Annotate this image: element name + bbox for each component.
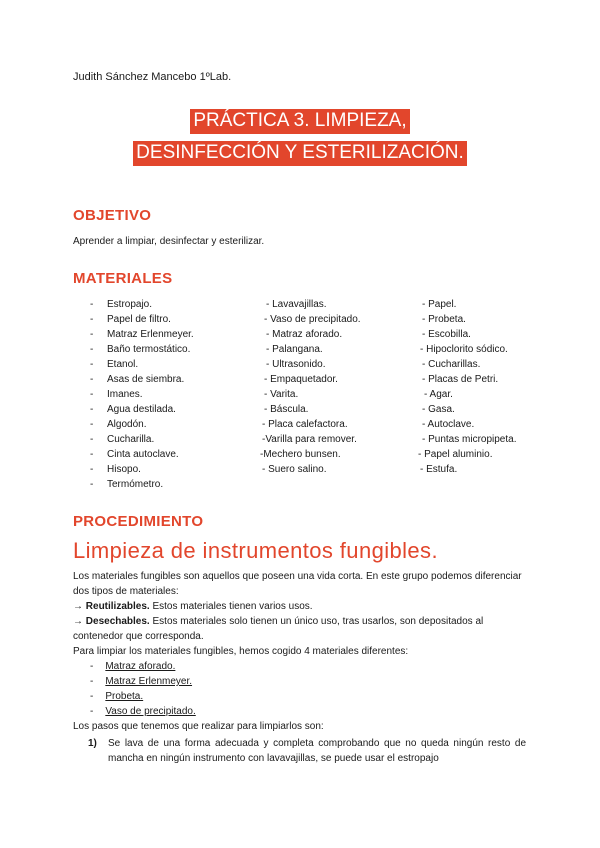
list-dash: - (90, 676, 94, 687)
steps-intro-paragraph: Los pasos que tenemos que realizar para limpiarlos son: (73, 721, 324, 732)
material-item: Estropajo. (107, 299, 153, 310)
material-dash: - (90, 434, 94, 445)
material-dash: - (90, 344, 94, 355)
material-item: - Palangana. (266, 344, 323, 355)
material-item: - Estufa. (420, 464, 458, 475)
desechables-text: Estos materiales solo tienen un único uso, tras usarlos, son depositados al contenedor que corresponda. (73, 616, 484, 642)
material-item: Asas de siembra. (107, 374, 185, 385)
desechables-paragraph (73, 614, 528, 644)
material-dash: - (90, 419, 94, 430)
materials-row (90, 477, 530, 492)
list-dash: - (90, 706, 94, 717)
arrow-glyph: → (73, 601, 86, 612)
arrow-glyph: → (73, 616, 86, 627)
procedimiento-heading: PROCEDIMIENTO (73, 513, 204, 530)
reutilizables-text: Estos materiales tienen varios usos. (149, 601, 313, 612)
material-item: - Papel aluminio. (418, 449, 493, 460)
list-item (90, 674, 196, 689)
material-item: - Probeta. (422, 314, 466, 325)
list-dash: - (90, 661, 94, 672)
materials-row (90, 432, 530, 447)
material-item: - Ultrasonido. (266, 359, 326, 370)
material-dash: - (90, 359, 94, 370)
material-item: - Placa calefactora. (262, 419, 348, 430)
material-item: Agua destilada. (107, 404, 176, 415)
material-dash: - (90, 299, 94, 310)
materials-row (90, 327, 530, 342)
material-item: - Escobilla. (422, 329, 471, 340)
objetivo-text: Aprender a limpiar, desinfectar y esterilizar. (73, 236, 265, 247)
list-item-text: Vaso de precipitado. (105, 706, 196, 717)
material-item: -Varilla para remover. (262, 434, 357, 445)
list-item (90, 704, 196, 719)
material-item: - Vaso de precipitado. (264, 314, 361, 325)
material-dash: - (90, 449, 94, 460)
material-item: - Papel. (422, 299, 457, 310)
material-dash: - (90, 314, 94, 325)
material-item: Algodón. (107, 419, 147, 430)
material-dash: - (90, 329, 94, 340)
material-item: - Cucharillas. (422, 359, 481, 370)
list-item-text: Matraz aforado. (105, 661, 176, 672)
reutilizables-label: Reutilizables. (85, 601, 150, 612)
desechables-label: Desechables. (85, 616, 150, 627)
material-item: - Placas de Petri. (422, 374, 499, 385)
materiales-heading: MATERIALES (73, 270, 173, 287)
material-item: - Empaquetador. (264, 374, 338, 385)
document-title-line-1: PRÁCTICA 3. LIMPIEZA, (0, 110, 600, 132)
materials-row (90, 447, 530, 462)
material-dash: - (90, 389, 94, 400)
materials-row (90, 417, 530, 432)
materials-row (90, 357, 530, 372)
material-item: - Agar. (424, 389, 453, 400)
materials-row (90, 312, 530, 327)
material-item: - Hipoclorito sódico. (420, 344, 508, 355)
materials-list (90, 297, 530, 492)
step-text: Se lava de una forma adecuada y completa comprobando que no queda ningún resto de mancha en ningún instrumento con lavavajillas, se puede usar el estropajo (108, 738, 526, 764)
material-item: Cucharilla. (107, 434, 155, 445)
material-item: - Autoclave. (422, 419, 475, 430)
material-item: - Báscula. (264, 404, 309, 415)
material-item: Baño termostático. (107, 344, 191, 355)
material-dash: - (90, 464, 94, 475)
material-item: Imanes. (107, 389, 143, 400)
material-item: Papel de filtro. (107, 314, 171, 325)
list-item (90, 659, 196, 674)
material-item: Cinta autoclave. (107, 449, 179, 460)
intro-paragraph: Los materiales fungibles son aquellos que poseen una vida corta. En este grupo podemos diferenciar dos tipos de materiales: (73, 571, 522, 597)
reutilizables-paragraph (73, 599, 528, 614)
material-item: - Lavavajillas. (266, 299, 327, 310)
materials-row (90, 342, 530, 357)
section-subheading: Limpieza de instrumentos fungibles. (73, 538, 438, 563)
material-item: - Gasa. (422, 404, 455, 415)
list-item-text: Matraz Erlenmeyer. (105, 676, 193, 687)
step-number: 1) (88, 738, 97, 749)
material-item: Termómetro. (107, 479, 164, 490)
materials-row (90, 387, 530, 402)
list-item-text: Probeta. (105, 691, 144, 702)
material-dash: - (90, 404, 94, 415)
material-item: - Matraz aforado. (266, 329, 343, 340)
material-item: Etanol. (107, 359, 139, 370)
document-title-line-2: DESINFECCIÓN Y ESTERILIZACIÓN. (0, 142, 600, 164)
materials-intro-paragraph: Para limpiar los materiales fungibles, hemos cogido 4 materiales diferentes: (73, 646, 409, 657)
fungible-materials-list (90, 659, 196, 719)
material-item: -Mechero bunsen. (260, 449, 341, 460)
materials-row (90, 372, 530, 387)
material-dash: - (90, 479, 94, 490)
material-item: - Puntas micropipeta. (422, 434, 517, 445)
list-dash: - (90, 691, 94, 702)
materials-row (90, 462, 530, 477)
material-item: Hisopo. (107, 464, 141, 475)
materials-row (90, 297, 530, 312)
objetivo-heading: OBJETIVO (73, 207, 152, 224)
material-item: Matraz Erlenmeyer. (107, 329, 194, 340)
author-line: Judith Sánchez Mancebo 1ºLab. (73, 71, 232, 83)
materials-row (90, 402, 530, 417)
material-dash: - (90, 374, 94, 385)
material-item: - Varita. (264, 389, 299, 400)
list-item (90, 689, 196, 704)
material-item: - Suero salino. (262, 464, 327, 475)
